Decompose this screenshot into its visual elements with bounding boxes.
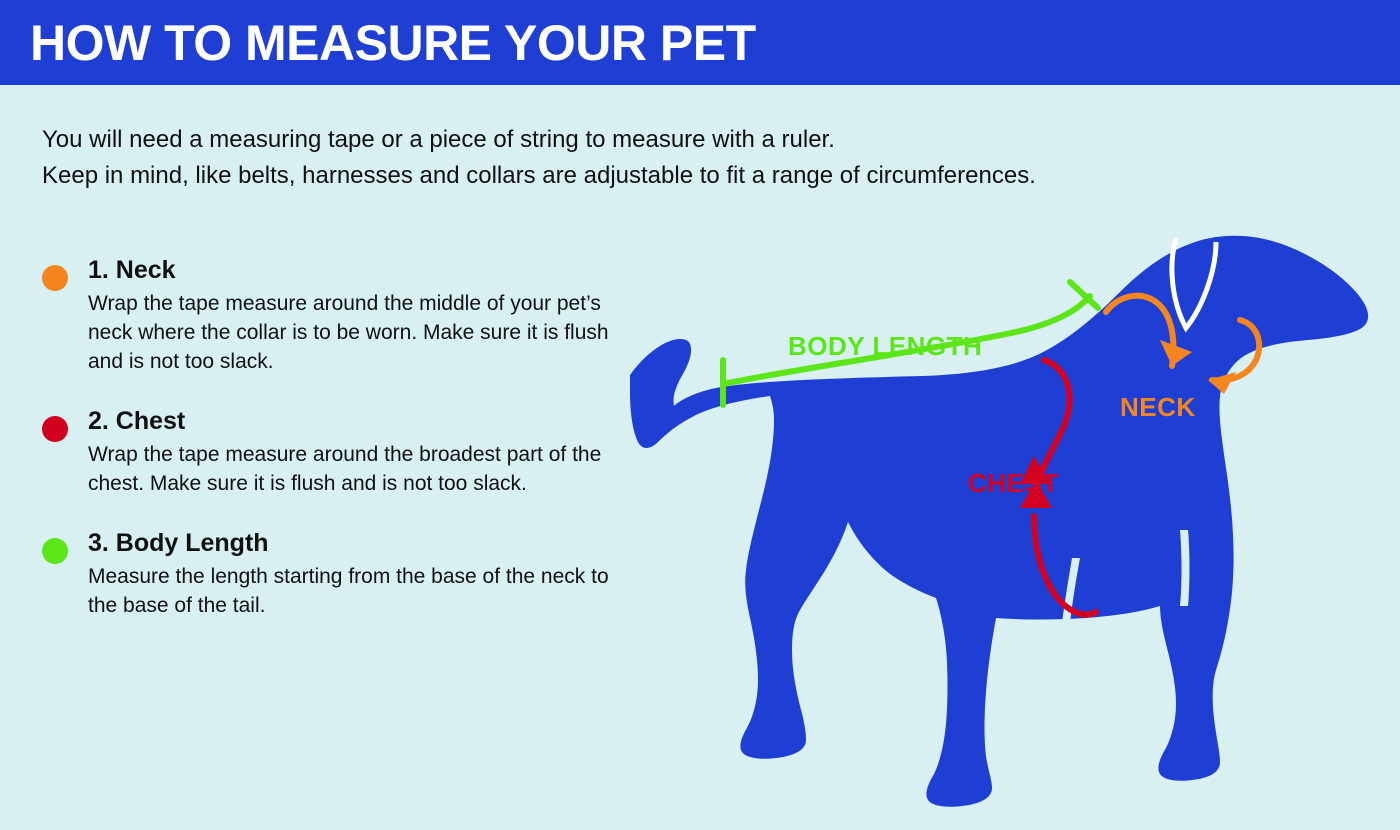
dog-silhouette	[630, 236, 1368, 807]
bullet-icon-neck	[42, 265, 68, 291]
step-neck-title: 1. Neck	[88, 256, 176, 284]
bullet-icon-chest	[42, 416, 68, 442]
intro-text	[42, 122, 1292, 194]
label-chest: CHEST	[968, 468, 1059, 498]
step-body-length	[42, 528, 642, 620]
intro-line-1: You will need a measuring tape or a piece of string to measure with a ruler.	[42, 126, 835, 153]
dog-illustration	[620, 200, 1380, 820]
bullet-icon-body-length	[42, 538, 68, 564]
step-chest-title: 2. Chest	[88, 407, 186, 435]
steps-list	[42, 255, 642, 650]
step-chest	[42, 406, 642, 498]
step-neck-body: Wrap the tape measure around the middle of your pet’s neck where the collar is to be worn. Make sure it is flush and is not too slack.	[88, 292, 609, 373]
step-body-length-title: 3. Body Length	[88, 529, 269, 557]
step-chest-body: Wrap the tape measure around the broadest part of the chest. Make sure it is flush and is not too slack.	[88, 443, 602, 495]
step-neck	[42, 255, 642, 376]
label-neck: NECK	[1120, 392, 1196, 422]
page-title: HOW TO MEASURE YOUR PET	[30, 15, 756, 71]
label-body-length: BODY LENGTH	[788, 331, 983, 361]
intro-line-2: Keep in mind, like belts, harnesses and collars are adjustable to fit a range of circumferences.	[42, 162, 1036, 189]
header-bar	[0, 0, 1400, 85]
step-body-length-body: Measure the length starting from the base of the neck to the base of the tail.	[88, 565, 609, 617]
